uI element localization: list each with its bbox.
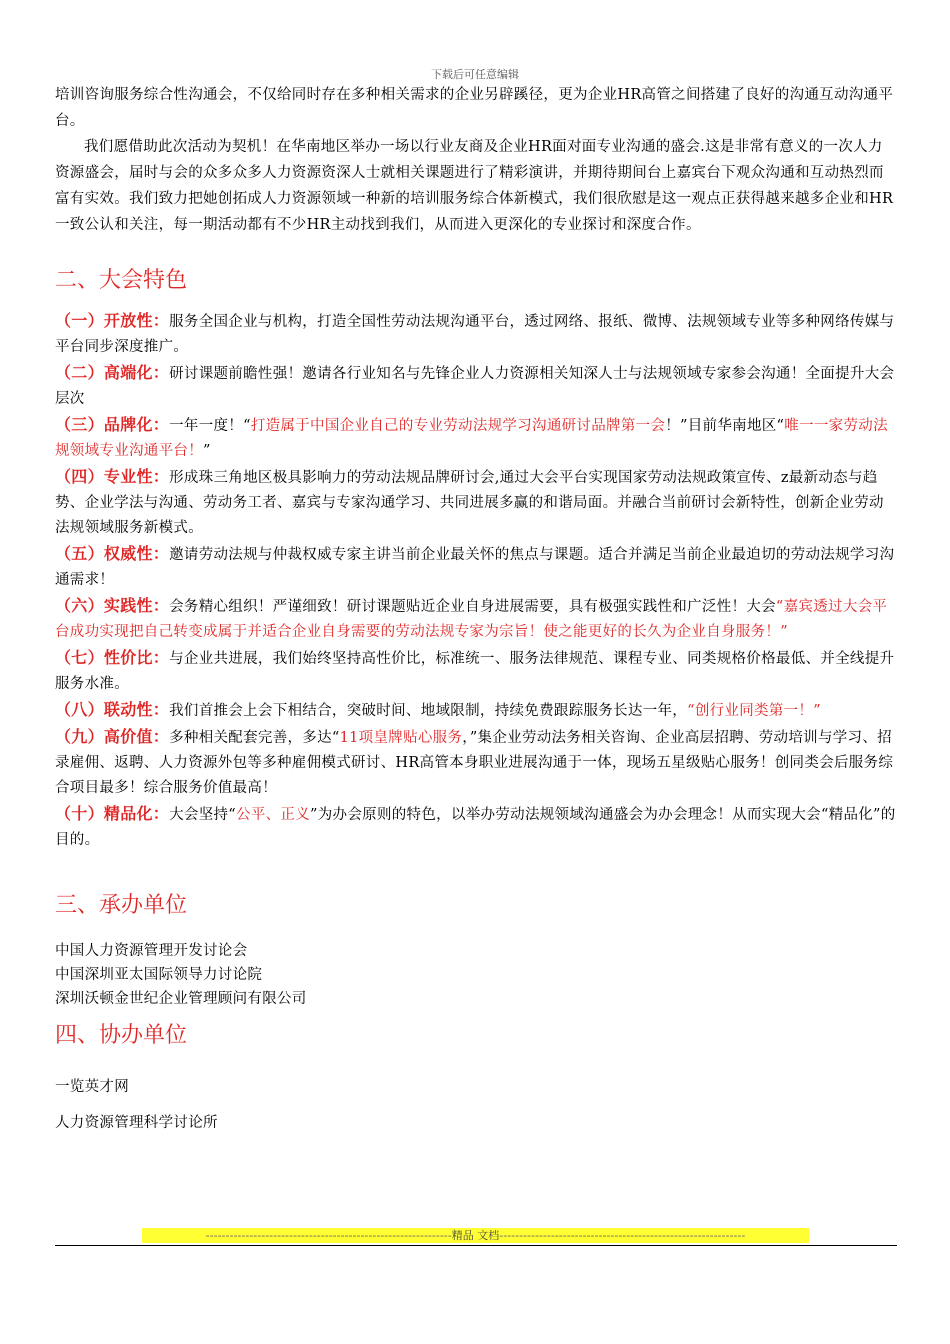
feature-item xyxy=(55,412,897,464)
features-list xyxy=(55,308,897,853)
footer-dashes-right: -------------------------------------------------------------- xyxy=(499,1229,746,1242)
feature-item xyxy=(55,645,897,697)
feature-title: （三）品牌化： xyxy=(55,415,170,434)
footer-dashes-left: -------------------------------------------------------------- xyxy=(205,1229,452,1242)
co-organizer-list xyxy=(55,1075,897,1135)
feature-text: ” xyxy=(203,443,211,459)
feature-text: ，”集企业劳动法务相关咨询、企业高层招聘、劳动培训与学习、招录雇佣、返聘、人力资源外包等多种雇佣模式研讨、HR高管本身职业进展沟通于一体，现场五星级贴心服务！创同类会后服务综合项目最多！综合服务价值最高！ xyxy=(55,730,894,796)
feature-text: 会务精心组织！严谨细致！研讨课题贴近企业自身进展需要，具有极强实践性和广泛性！大会 xyxy=(169,599,776,615)
document-body xyxy=(55,82,897,1135)
feature-text: 服务全国企业与机构，打造全国性劳动法规沟通平台，透过网络、报纸、微博、法规领域专业等多种网络传媒与平台同步深度推广。 xyxy=(55,314,895,355)
feature-highlight: 打造属于中国企业自己的专业劳动法规学习沟通研讨品牌第一会 xyxy=(250,418,666,434)
feature-item xyxy=(55,724,897,801)
feature-text: 形成珠三角地区极具影响力的劳动法规品牌研讨会,通过大会平台实现国家劳动法规政策宣传、z最新动态与趋势、企业学法与沟通、劳动务工者、嘉宾与专家沟通学习、共同进展多赢的和谐局面。并融合当前研讨会新特性，创新企业劳动法规领域服务新模式。 xyxy=(55,470,884,536)
feature-item xyxy=(55,697,897,724)
feature-title: （二）高端化： xyxy=(55,363,170,382)
feature-text: 一年一度！“ xyxy=(169,418,251,434)
feature-item xyxy=(55,360,897,412)
section-heading-features: 二、大会特色 xyxy=(55,268,188,293)
section-heading-co-organizers: 四、协办单位 xyxy=(55,1023,188,1048)
footer-divider xyxy=(55,1245,897,1246)
feature-item xyxy=(55,593,897,645)
feature-title: （四）专业性： xyxy=(55,467,170,486)
feature-highlight: “创行业同类第一！” xyxy=(687,703,821,719)
feature-highlight: 11项皇牌贴心服务 xyxy=(339,730,463,746)
feature-text: 多种相关配套完善，多达“ xyxy=(169,730,340,746)
organizer-item: 中国深圳亚太国际领导力讨论院 xyxy=(55,967,263,983)
intro-paragraph-2: 我们愿借助此次活动为契机！在华南地区举办一场以行业友商及企业HR面对面专业沟通的盛会.这是非常有意义的一次人力资源盛会，届时与会的众多众多人力资源资深人士就相关课题进行了精彩演讲，并期待期间台上嘉宾台下观众沟通和互动热烈而富有实效。我们致力把她创拓成人力资源领域一种新的培训服务综合体新模式，我们很欣慰是这一观点正获得越来越多企业和HR一致公认和关注，每一期活动都有不少HR主动找到我们，从而进入更深化的专业探讨和深度合作。 xyxy=(55,139,894,233)
organizer-item: 深圳沃顿金世纪企业管理顾问有限公司 xyxy=(55,991,307,1007)
section-heading-organizers: 三、承办单位 xyxy=(55,893,188,918)
footer-label: 精品 文档 xyxy=(451,1229,500,1242)
organizer-item: 中国人力资源管理开发讨论会 xyxy=(55,943,248,959)
feature-text: 与企业共进展，我们始终坚持高性价比，标准统一、服务法律规范、课程专业、同类规格价格最低、并全线提升服务水准。 xyxy=(55,651,895,692)
feature-highlight: “嘉宾透过大会平台成功实现把自己转变成属于并适合企业自身需要的劳动法规专家为宗旨！使之能更好的长久为企业自身服务！” xyxy=(55,599,888,640)
feature-text: ！”目前华南地区“ xyxy=(665,418,785,434)
feature-text: 大会坚持“ xyxy=(169,807,237,823)
feature-text: 研讨课题前瞻性强！邀请各行业知名与先锋企业人力资源相关知深人士与法规领域专家参会沟通！全面提升大会层次 xyxy=(55,366,895,407)
feature-text: 我们首推会上会下相结合，突破时间、地域限制，持续免费跟踪服务长达一年， xyxy=(169,703,688,719)
footer-banner xyxy=(142,1228,809,1243)
feature-text: 邀请劳动法规与仲裁权威专家主讲当前企业最关怀的焦点与课题。适合并满足当前企业最迫切的劳动法规学习沟通需求！ xyxy=(55,547,895,588)
feature-title: （十）精品化： xyxy=(55,804,170,823)
feature-item xyxy=(55,308,897,360)
header-note: 下载后可任意编辑 xyxy=(431,68,519,81)
intro-paragraph-1: 培训咨询服务综合性沟通会，不仅给同时存在多种相关需求的企业另辟蹊径，更为企业HR高管之间搭建了良好的沟通互动沟通平台。 xyxy=(55,87,894,129)
feature-text: ”为办会原则的特色，以举办劳动法规领域沟通盛会为办会理念！从而实现大会“精品化”的目的。 xyxy=(55,807,896,848)
feature-title: （九）高价值： xyxy=(55,727,170,746)
feature-item xyxy=(55,541,897,593)
feature-title: （六）实践性： xyxy=(55,596,170,615)
feature-title: （一）开放性： xyxy=(55,311,170,330)
feature-title: （八）联动性： xyxy=(55,700,170,719)
co-organizer-item: 人力资源管理科学讨论所 xyxy=(55,1115,218,1131)
co-organizer-item: 一览英才网 xyxy=(55,1079,129,1095)
organizer-list xyxy=(55,939,897,1011)
feature-highlight: 唯一一家劳动法规领域专业沟通平台！ xyxy=(55,418,888,459)
feature-item xyxy=(55,464,897,541)
feature-title: （五）权威性： xyxy=(55,544,170,563)
feature-item xyxy=(55,801,897,853)
feature-highlight: 公平、正义 xyxy=(236,807,311,823)
feature-title: （七）性价比： xyxy=(55,648,170,667)
